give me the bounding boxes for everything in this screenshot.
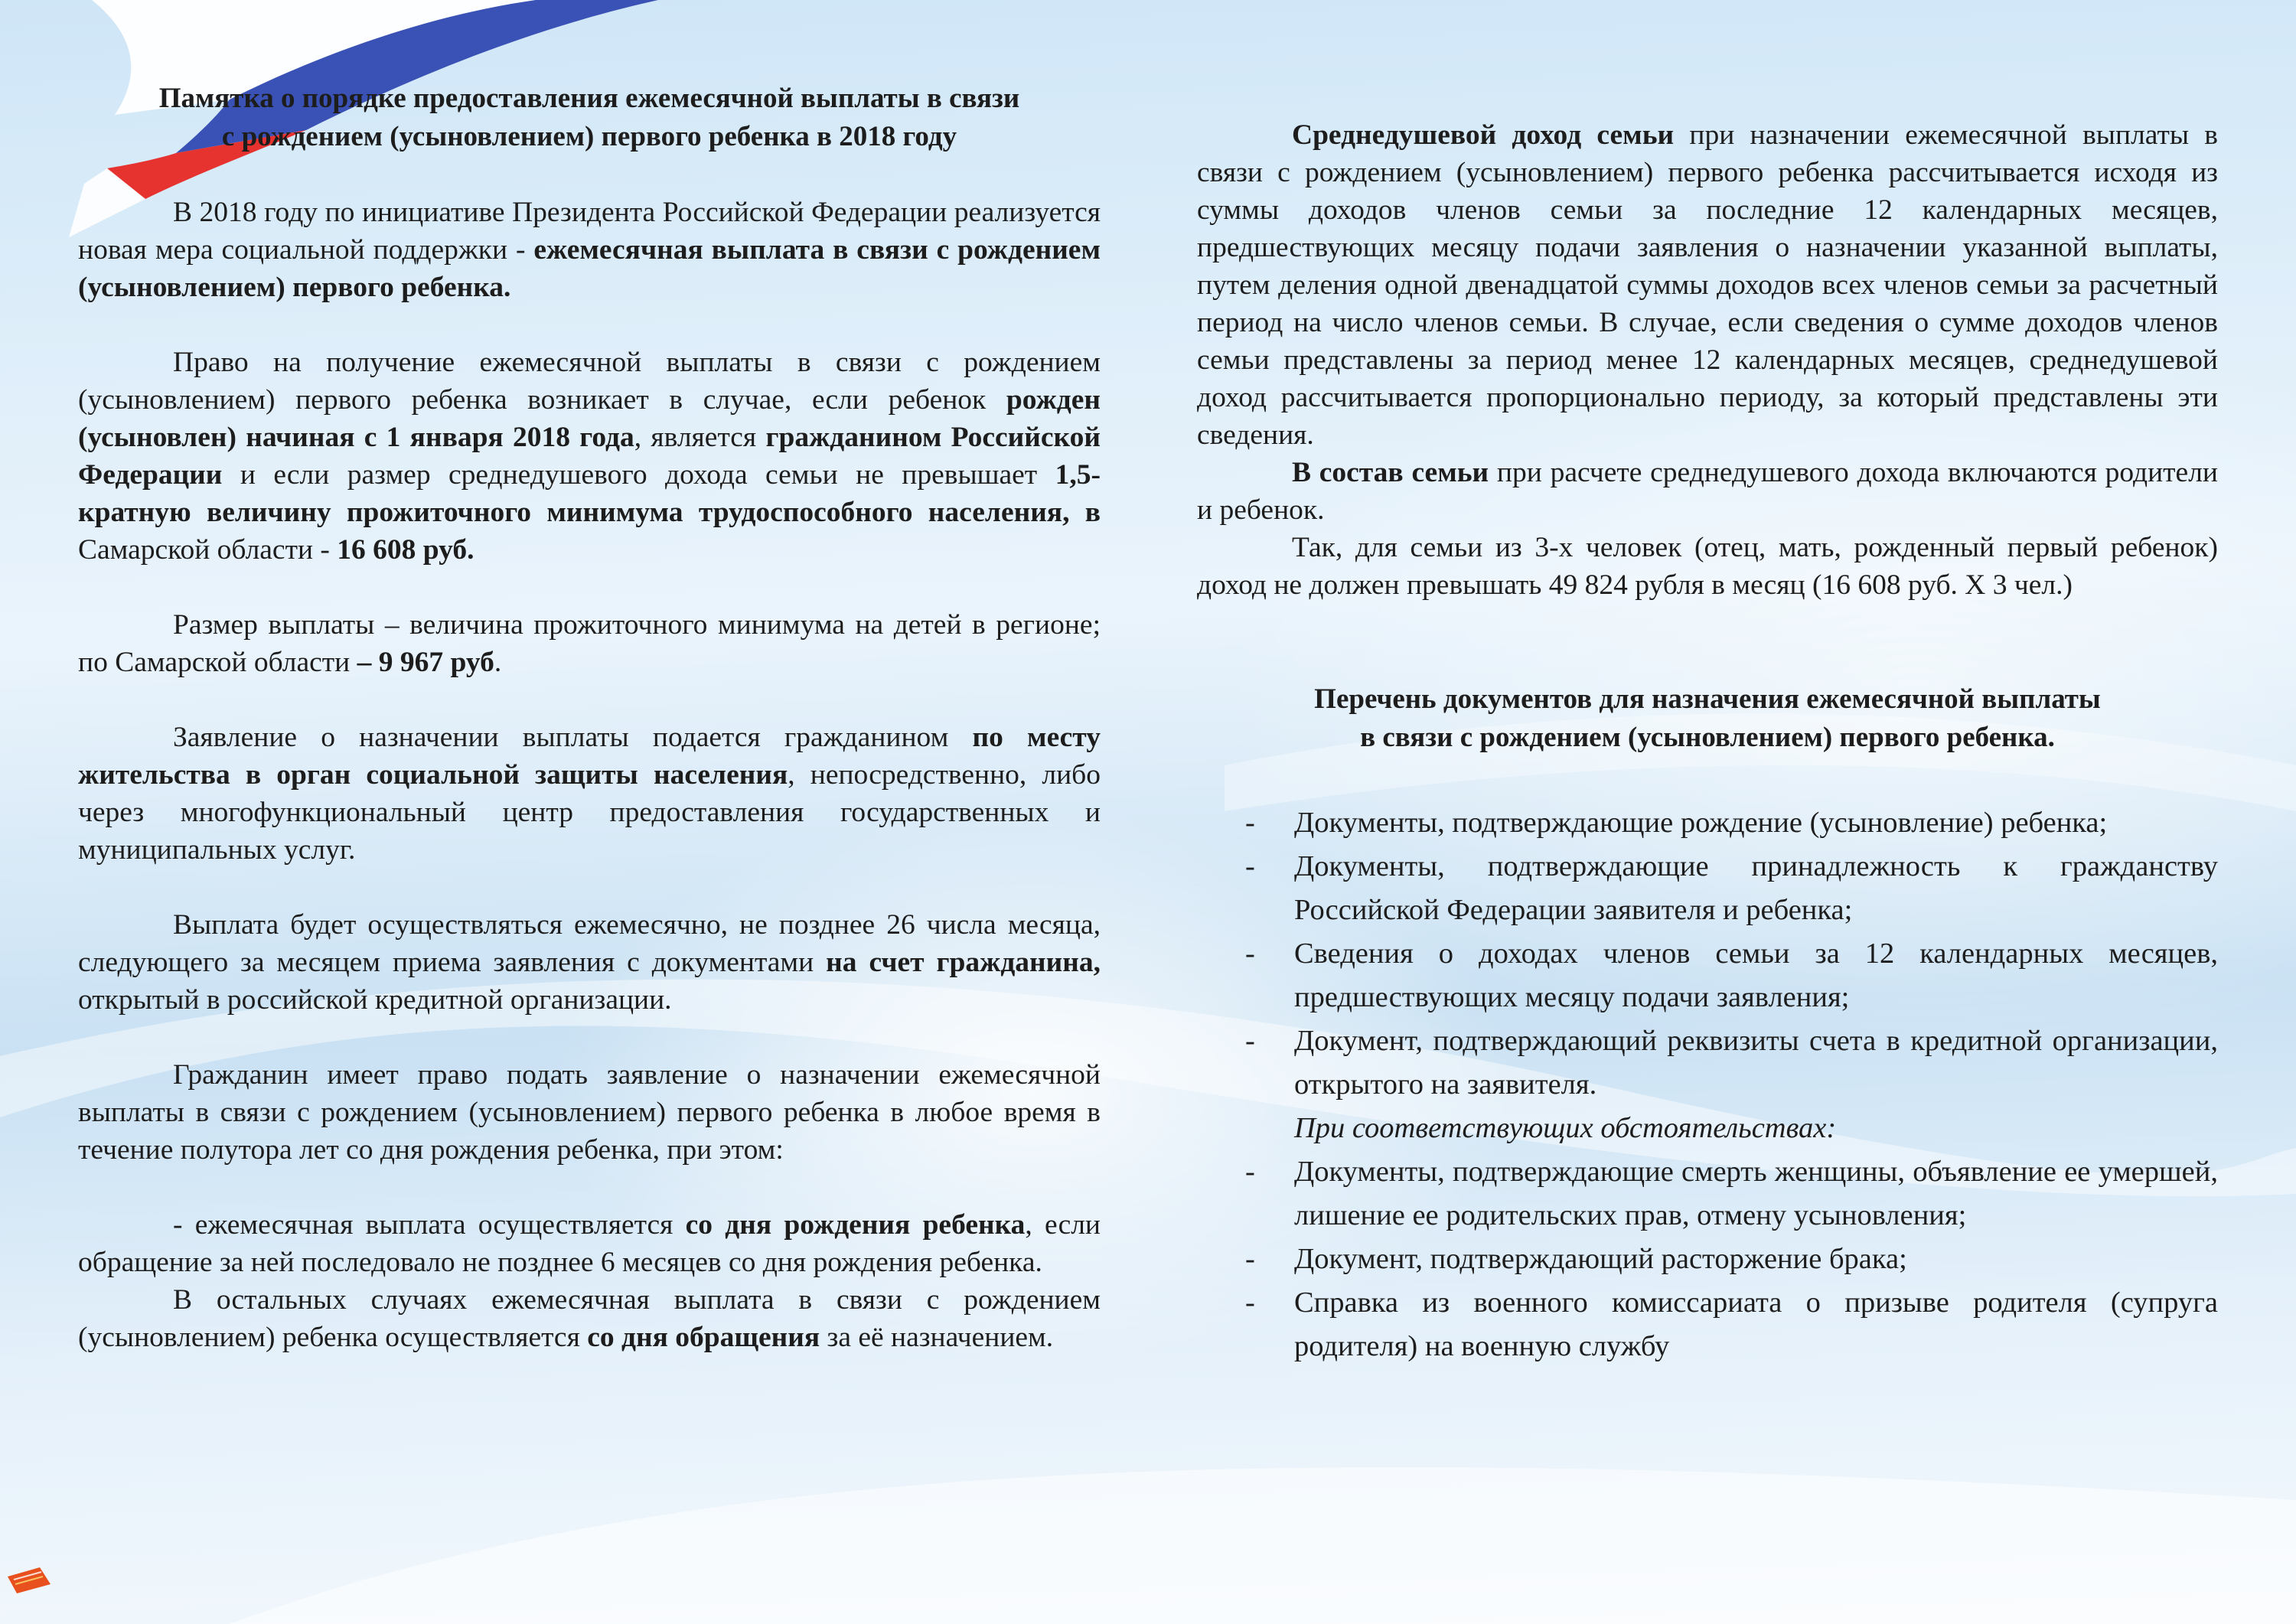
paragraph-avg-income: Среднедушевой доход семьи при назначении ежемесячной выплаты в связи с рождением (усыновлением) первого ребенка рассчитывается исходя из суммы доходов членов семьи за последние 12 календарных месяцев, предшествующих месяцу подачи заявления о назначении указанной выплаты, путем деления одной двенадцатой суммы доходов всех членов семьи за расчетный период на число членов семьи. В случае, если сведения о сумме доходов членов семьи представлены за период менее 12 календарных месяцев, среднедушевой доход рассчитывается пропорционально периоду, за который представлены эти сведения.	[1197, 119, 2218, 451]
documents-title-line2: в связи с рождением (усыновлением) первого ребенка.	[1360, 722, 2055, 753]
document-item: - Документы, подтверждающие рождение (усыновление) ребенка;	[1197, 801, 2218, 845]
conditional-note: При соответствующих обстоятельствах:	[1294, 1112, 1837, 1144]
memo-title-line2: с рождением (усыновлением) первого ребенка в 2018 году	[221, 121, 957, 152]
document-item: - Справка из военного комиссариата о призыве родителя (супруга родителя) на военную службу	[1197, 1281, 2218, 1368]
light-swoosh-2	[230, 1467, 2296, 1624]
left-column	[78, 80, 1101, 1356]
right-column	[1197, 116, 2218, 1368]
documents-title-line1: Перечень документов для назначения ежемесячной выплаты	[1314, 683, 2101, 715]
paragraph-application: Заявление о назначении выплаты подается гражданином по месту жительства в орган социальной защиты населения, непосредственно, либо через многофункциональный центр предоставления государственных и муниципальных услуг.	[78, 722, 1101, 866]
conditional-documents-list	[1197, 1150, 2218, 1368]
documents-title	[1197, 680, 2218, 757]
documents-list	[1197, 801, 2218, 1107]
paragraph-family-composition: В состав семьи при расчете среднедушевого дохода включаются родители и ребенок.	[1197, 457, 2218, 526]
paragraph-amount: Размер выплаты – величина прожиточного минимума на детей в регионе; по Самарской области – 9 967 руб.	[78, 609, 1101, 678]
paragraph-eligibility: Право на получение ежемесячной выплаты в связи с рождением (усыновлением) первого ребенка возникает в случае, если ребенок рожден (усыновлен) начиная с 1 января 2018 года, является гражданином Российской Федерации и если размер среднедушевого дохода семьи не превышает 1,5-кратную величину прожиточного минимума трудоспособного населения, в Самарской области - 16 608 руб.	[78, 347, 1101, 566]
paragraph-example: Так, для семьи из 3-х человек (отец, мать, рожденный первый ребенок) доход не должен превышать 49 824 рубля в месяц (16 608 руб. Х 3 чел.)	[1197, 532, 2218, 601]
memo-title	[78, 80, 1101, 156]
paragraph-from-application: В остальных случаях ежемесячная выплата в связи с рождением (усыновлением) ребенка осуществляется со дня обращения за её назначением.	[78, 1284, 1101, 1353]
paragraph-payment: Выплата будет осуществляться ежемесячно, не позднее 26 числа месяца, следующего за месяцем приема заявления с документами на счет гражданина, открытый в российской кредитной организации.	[78, 909, 1101, 1016]
document-item: - Документы, подтверждающие принадлежность к гражданству Российской Федерации заявителя и ребенка;	[1197, 845, 2218, 932]
document-item: - Документы, подтверждающие смерть женщины, объявление ее умершей, лишение ее родительских прав, отмену усыновления;	[1197, 1150, 2218, 1238]
document-item: - Документ, подтверждающий расторжение брака;	[1197, 1238, 2218, 1281]
corner-logo	[6, 1566, 52, 1595]
paragraph-timing: Гражданин имеет право подать заявление о назначении ежемесячной выплаты в связи с рождением (усыновлением) первого ребенка в любое время в течение полутора лет со дня рождения ребенка, при этом:	[78, 1059, 1101, 1166]
paragraph-from-birth: - ежемесячная выплата осуществляется со дня рождения ребенка, если обращение за ней последовало не позднее 6 месяцев со дня рождения ребенка.	[78, 1209, 1101, 1278]
document-item: - Сведения о доходах членов семьи за 12 календарных месяцев, предшествующих месяцу подачи заявления;	[1197, 932, 2218, 1019]
document-item: - Документ, подтверждающий реквизиты счета в кредитной организации, открытого на заявителя.	[1197, 1019, 2218, 1107]
paragraph-intro: В 2018 году по инициативе Президента Российской Федерации реализуется новая мера социальной поддержки - ежемесячная выплата в связи с рождением (усыновлением) первого ребенка.	[78, 197, 1101, 303]
memo-title-line1: Памятка о порядке предоставления ежемесячной выплаты в связи	[158, 83, 1020, 114]
